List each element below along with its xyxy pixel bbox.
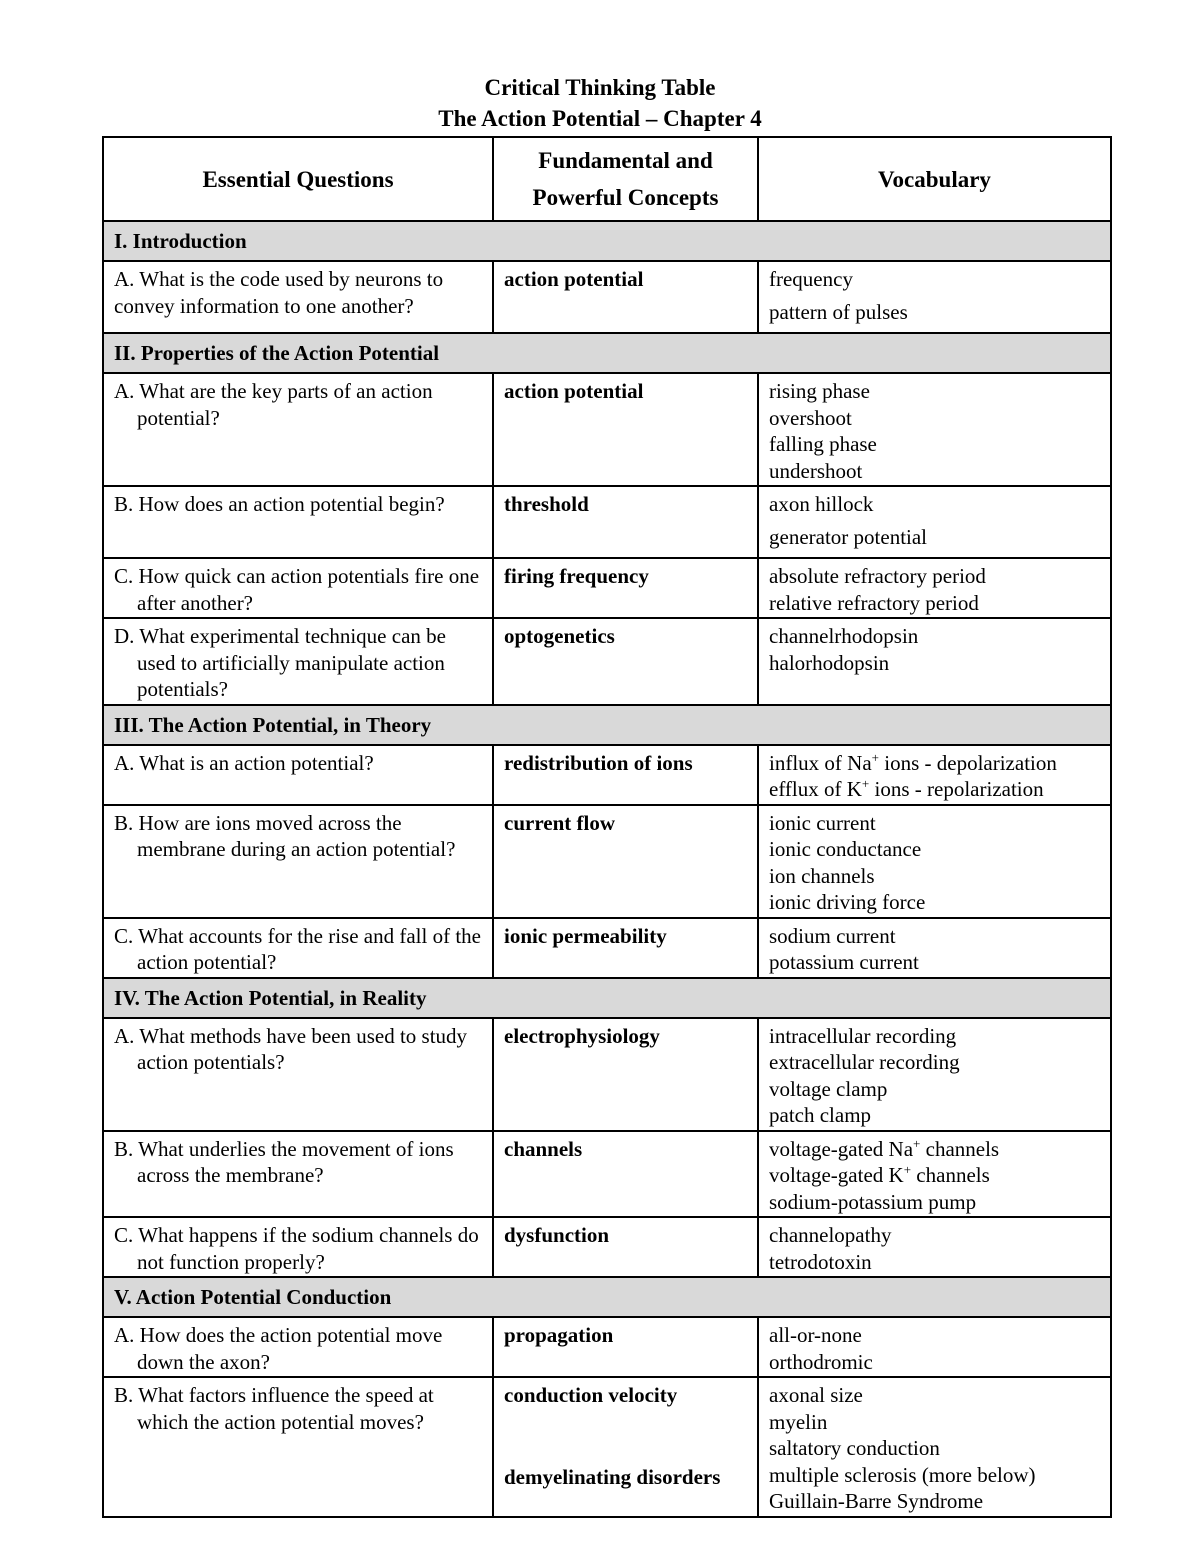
title-line-1: Critical Thinking Table [484, 75, 716, 100]
concept-cell [493, 1217, 758, 1277]
vocab-term: potassium current [769, 950, 919, 974]
table-body [103, 221, 1111, 1517]
vocab-term: undershoot [769, 458, 863, 483]
header-row [103, 137, 1111, 221]
section-heading-text: IV. The Action Potential, in Reality [103, 978, 1111, 1018]
vocab-cell [758, 1317, 1111, 1377]
table-row [103, 1217, 1111, 1277]
concept-cell [493, 558, 758, 618]
concept-cell [493, 373, 758, 486]
title-line-2: The Action Potential – Chapter 4 [438, 106, 762, 131]
document-title [0, 72, 1200, 134]
vocab-term: voltage-gated K+ channels [769, 1162, 990, 1187]
vocab-cell [758, 618, 1111, 705]
question-text: B. What factors influence the speed at which the action potential moves? [114, 1383, 434, 1434]
question-text: A. What is an action potential? [114, 750, 374, 775]
concept-text: channels [504, 1136, 583, 1161]
section-heading [103, 1277, 1111, 1317]
table-row [103, 261, 1111, 333]
vocab-term: channelrhodopsin [769, 624, 919, 648]
vocab-term: patch clamp [769, 1103, 872, 1127]
question-cell [103, 1317, 493, 1377]
vocab-term: axon hillock [769, 492, 874, 516]
vocab-term: frequency [769, 267, 853, 291]
vocab-term: myelin [769, 1409, 828, 1434]
vocab-term: voltage-gated Na+ channels [769, 1135, 1000, 1161]
question-text: B. How does an action potential begin? [114, 492, 445, 516]
vocab-cell [758, 1217, 1111, 1277]
question-text: A. How does the action potential move down the axon? [114, 1323, 443, 1374]
vocab-term: pattern of pulses [769, 299, 908, 324]
vocab-term: ionic current [769, 810, 876, 835]
vocab-term: ion channels [769, 863, 875, 888]
vocab-term: efflux of K+ ions - repolarization [769, 776, 1044, 801]
question-cell [103, 805, 493, 918]
table-row [103, 373, 1111, 486]
section-heading [103, 221, 1111, 261]
concept-cell [493, 918, 758, 978]
concept-text: demyelinating disorders [504, 1464, 721, 1489]
vocab-term: sodium-potassium pump [769, 1189, 977, 1214]
concept-cell [493, 805, 758, 918]
table-row [103, 1377, 1111, 1517]
vocab-term: relative refractory period [769, 590, 979, 615]
section-heading [103, 978, 1111, 1018]
question-cell [103, 1377, 493, 1517]
vocab-cell [758, 373, 1111, 486]
concept-cell [493, 261, 758, 333]
question-text: B. What underlies the movement of ions across the membrane? [114, 1136, 454, 1187]
header-vocabulary: Vocabulary [758, 137, 1111, 221]
vocab-cell [758, 745, 1111, 805]
question-cell [103, 261, 493, 333]
table-row [103, 1317, 1111, 1377]
concept-text: electrophysiology [504, 1023, 660, 1048]
concept-cell [493, 1377, 758, 1517]
vocab-term: tetrodotoxin [769, 1249, 872, 1274]
vocab-term: ionic conductance [769, 837, 922, 861]
question-text: A. What is the code used by neurons to convey information to one another? [114, 267, 444, 318]
table-row [103, 486, 1111, 558]
vocab-term: rising phase [769, 379, 870, 403]
question-cell [103, 618, 493, 705]
vocab-cell [758, 1131, 1111, 1218]
question-text: C. What happens if the sodium channels do not function properly? [114, 1223, 479, 1274]
vocab-cell [758, 1377, 1111, 1517]
concept-cell [493, 1317, 758, 1377]
vocab-term: ionic driving force [769, 890, 926, 914]
table-row [103, 618, 1111, 705]
question-text: B. How are ions moved across the membrane during an action potential? [114, 810, 456, 861]
section-heading-text: III. The Action Potential, in Theory [103, 705, 1111, 745]
header-essential-questions: Essential Questions [103, 137, 493, 221]
vocab-cell [758, 1018, 1111, 1131]
question-text: C. How quick can action potentials fire one after another? [114, 564, 480, 615]
vocab-cell [758, 558, 1111, 618]
vocab-term: generator potential [769, 524, 928, 549]
question-cell [103, 486, 493, 558]
concept-cell [493, 618, 758, 705]
concept-cell [493, 1018, 758, 1131]
vocab-cell [758, 261, 1111, 333]
question-text: A. What methods have been used to study action potentials? [114, 1023, 468, 1074]
concept-text: threshold [504, 492, 589, 516]
section-heading-text: I. Introduction [103, 221, 1111, 261]
vocab-term: voltage clamp [769, 1076, 888, 1101]
table-row [103, 1131, 1111, 1218]
question-cell [103, 1018, 493, 1131]
concept-text: redistribution of ions [504, 750, 693, 775]
question-cell [103, 558, 493, 618]
concept-text: action potential [504, 379, 644, 403]
question-text: C. What accounts for the rise and fall of the action potential? [114, 923, 481, 974]
critical-thinking-table [102, 136, 1112, 1518]
vocab-cell [758, 805, 1111, 918]
vocab-term: falling phase [769, 432, 877, 456]
vocab-term: axonal size [769, 1383, 863, 1407]
question-cell [103, 373, 493, 486]
concept-cell [493, 486, 758, 558]
concept-text: current flow [504, 810, 615, 835]
concept-text: optogenetics [504, 624, 615, 648]
concept-text: conduction velocity [504, 1383, 678, 1407]
vocab-cell [758, 486, 1111, 558]
concept-text: propagation [504, 1323, 614, 1347]
table-row [103, 918, 1111, 978]
question-cell [103, 745, 493, 805]
table-row [103, 805, 1111, 918]
section-heading-text: II. Properties of the Action Potential [103, 333, 1111, 373]
vocab-term: halorhodopsin [769, 650, 890, 675]
concept-cell [493, 1131, 758, 1218]
vocab-term: intracellular recording [769, 1023, 957, 1048]
vocab-term: overshoot [769, 405, 852, 430]
concept-text: dysfunction [504, 1223, 610, 1247]
vocab-term: all-or-none [769, 1323, 862, 1347]
vocab-term: channelopathy [769, 1223, 892, 1247]
question-cell [103, 918, 493, 978]
vocab-term: saltatory conduction [769, 1436, 940, 1460]
vocab-term: absolute refractory period [769, 564, 986, 588]
table-row [103, 745, 1111, 805]
vocab-term: sodium current [769, 923, 896, 948]
table-row [103, 1018, 1111, 1131]
question-text: D. What experimental technique can be used to artificially manipulate action potentials? [114, 624, 446, 701]
section-heading [103, 333, 1111, 373]
question-text: A. What are the key parts of an action potential? [114, 379, 433, 430]
concept-cell [493, 745, 758, 805]
header-concepts: Fundamental and Powerful Concepts [493, 137, 758, 221]
vocab-cell [758, 918, 1111, 978]
question-cell [103, 1217, 493, 1277]
vocab-term: Guillain-Barre Syndrome [769, 1489, 984, 1513]
vocab-term: extracellular recording [769, 1050, 960, 1074]
concept-text: firing frequency [504, 564, 649, 588]
vocab-term: multiple sclerosis (more below) [769, 1462, 1036, 1487]
table-row [103, 558, 1111, 618]
vocab-term: orthodromic [769, 1349, 873, 1374]
vocab-term: influx of Na+ ions - depolarization [769, 749, 1057, 775]
question-cell [103, 1131, 493, 1218]
concept-text: ionic permeability [504, 923, 667, 948]
section-heading [103, 705, 1111, 745]
section-heading-text: V. Action Potential Conduction [103, 1277, 1111, 1317]
concept-text: action potential [504, 267, 644, 291]
